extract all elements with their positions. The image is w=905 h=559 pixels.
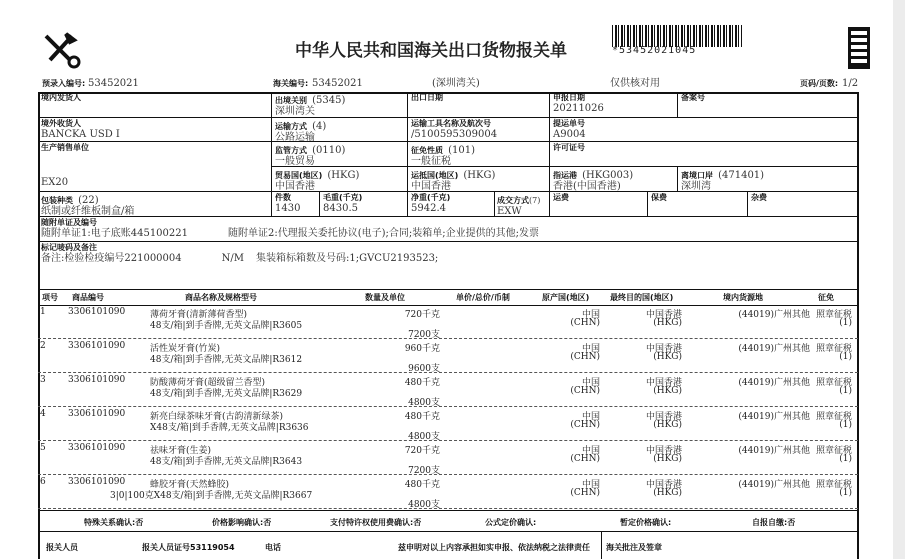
barcode	[612, 25, 742, 47]
item-origin: 中国	[581, 378, 600, 388]
item-code: 3306101090	[68, 375, 126, 385]
footer-divider	[601, 532, 602, 559]
supervision-code: (0110)	[312, 145, 346, 156]
port-code: (HKG003)	[582, 170, 634, 181]
marks: N/M	[221, 253, 244, 264]
item-name: 防酸薄荷牙膏(超级留兰香型)	[150, 378, 266, 388]
item-origin: 中国	[581, 446, 600, 456]
terms-label: 成交方式	[497, 196, 529, 205]
gross-weight: 8430.5	[323, 203, 358, 214]
transport-mode-code: (4)	[312, 121, 327, 132]
item-qty-weight: 960千克	[404, 344, 440, 354]
tax-nature: 一般征税	[411, 156, 451, 167]
bill-no-label: 提运单号	[553, 119, 585, 128]
item-name: 祛味牙膏(生姜)	[150, 446, 212, 456]
col-code: 商品编号	[72, 293, 104, 302]
attached-doc-2: 随附单证2:代理报关委托协议(电子);合同;装箱单;企业提供的其他;发票	[228, 228, 540, 239]
exit-port: 深圳湾	[681, 181, 711, 192]
item-no: 6	[40, 477, 46, 487]
item-source: (44019)广州其他	[738, 480, 810, 490]
misc-label: 杂费	[751, 193, 767, 202]
item-origin: 中国	[581, 344, 600, 354]
item-dest-code: (HKG)	[653, 352, 682, 362]
item-spec: 48支/箱|到手香牌,无英文品牌|R3629	[150, 389, 303, 399]
item-name: 新亮白绿茶味牙膏(古韵清新绿茶)	[150, 412, 284, 422]
item-origin-code: (CHN)	[570, 454, 600, 464]
item-source: (44019)广州其他	[738, 412, 810, 422]
item-qty-weight: 480千克	[404, 412, 440, 422]
item-qty-count: 7200支	[408, 466, 440, 476]
trade-country: 中国香港	[275, 181, 315, 192]
item-tax-code: (1)	[839, 454, 852, 464]
supervision-label: 监管方式	[275, 146, 307, 155]
producer-label: 生产销售单位	[41, 143, 89, 152]
col-name: 商品名称及规格型号	[185, 293, 257, 302]
phone-label: 电话	[265, 543, 281, 552]
conveyance: /5100595309004	[411, 129, 498, 140]
item-origin-code: (CHN)	[570, 420, 600, 430]
item-code: 3306101090	[68, 443, 126, 453]
item-dest: 中国香港	[645, 480, 682, 490]
declare-date-label: 申报日期	[553, 93, 585, 102]
item-dest: 中国香港	[645, 310, 682, 320]
license-label: 许可证号	[553, 143, 585, 152]
qr-code	[848, 27, 870, 69]
tax-nature-code: (101)	[448, 145, 475, 156]
dest-country-code: (HKG)	[463, 170, 496, 181]
dest-country: 中国香港	[411, 181, 451, 192]
item-code: 3306101090	[68, 307, 126, 317]
item-spec: 48支/箱|到手香牌,无英文品牌|R3643	[150, 457, 303, 467]
item-dest-code: (HKG)	[653, 420, 682, 430]
item-row	[38, 407, 858, 441]
item-source: (44019)广州其他	[738, 310, 810, 320]
item-row	[38, 373, 858, 407]
declaration-statement: 兹申明对以上内容承担如实申报、依法纳税之法律责任	[398, 543, 590, 552]
item-source: (44019)广州其他	[738, 378, 810, 388]
item-tax-code: (1)	[839, 420, 852, 430]
pre-entry-no: 53452021	[88, 78, 139, 89]
col-dest: 最终目的国(地区)	[610, 293, 674, 302]
item-row	[38, 441, 858, 475]
item-origin-code: (CHN)	[570, 352, 600, 362]
insurance-label: 保费	[651, 193, 667, 202]
formula-price-confirm: 公式定价确认:	[485, 518, 537, 527]
docs-label: 随附单证及编号	[41, 218, 97, 227]
record-no-label: 备案号	[681, 93, 705, 102]
item-spec: 48支/箱|到手香牌,无英文品牌|R3612	[150, 355, 303, 365]
customs-no-label: 海关编号:	[273, 79, 309, 88]
package-label: 包装种类	[41, 196, 73, 205]
item-code: 3306101090	[68, 477, 126, 487]
item-dest: 中国香港	[645, 412, 682, 422]
item-tax: 照章征税	[815, 446, 852, 456]
royalty-confirm: 支付特许权使用费确认:否	[330, 518, 422, 527]
conveyance-label: 运输工具名称及航次号	[411, 119, 491, 128]
item-row	[38, 475, 858, 509]
item-qty-weight: 720千克	[404, 310, 440, 320]
port-label: 指运港	[553, 171, 577, 180]
item-dest: 中国香港	[645, 378, 682, 388]
freight-label: 运费	[553, 193, 569, 202]
pre-entry-label: 预录入编号:	[42, 79, 86, 88]
item-code: 3306101090	[68, 409, 126, 419]
item-name: 蜂胶牙膏(天然蜂胶)	[150, 480, 230, 490]
port: 香港(中国香港)	[553, 181, 621, 192]
provisional-price-confirm: 暂定价格确认:	[620, 518, 672, 527]
item-tax-code: (1)	[839, 352, 852, 362]
item-name: 薄荷牙膏(清新薄荷香型)	[150, 310, 248, 320]
bill-no: A9004	[553, 129, 586, 140]
transport-mode: 公路运输	[275, 132, 315, 143]
item-origin-code: (CHN)	[570, 386, 600, 396]
container-info: 集装箱标箱数及号码:1;GVCU2193523;	[256, 253, 439, 264]
item-tax: 照章征税	[815, 344, 852, 354]
package-code: (22)	[78, 195, 99, 206]
attached-doc-1: 随附单证1:电子底账445100221	[41, 228, 188, 239]
item-qty-count: 4800支	[408, 500, 440, 510]
item-dest-code: (HKG)	[653, 488, 682, 498]
item-no: 3	[40, 375, 46, 385]
item-tax-code: (1)	[839, 318, 852, 328]
special-relation-confirm: 特殊关系确认:否	[84, 518, 144, 527]
declarant-cert: 报关人员证号53119054	[142, 543, 235, 552]
item-spec: 48支/箱|到手香牌,无英文品牌|R3605	[150, 321, 303, 331]
trade-country-label: 贸易国(地区)	[275, 171, 323, 180]
export-date-label: 出口日期	[411, 93, 443, 102]
declare-date: 20211026	[553, 103, 604, 114]
trade-country-code: (HKG)	[327, 170, 360, 181]
item-qty-weight: 480千克	[404, 378, 440, 388]
verify-note: 仅供核对用	[610, 78, 660, 89]
self-pay-confirm: 自报自缴:否	[752, 518, 796, 527]
col-price: 单价/总价/币制	[456, 293, 510, 302]
customs-office: (深圳湾关)	[432, 78, 480, 89]
item-no: 1	[40, 307, 46, 317]
package: 纸制或纤维板制盒/箱	[41, 206, 135, 217]
overseas-consignee: BANCKA USD I	[41, 129, 120, 140]
item-tax-code: (1)	[839, 386, 852, 396]
customs-note-label: 海关批注及签章	[606, 543, 662, 552]
form-title: 中华人民共和国海关出口货物报关单	[295, 41, 567, 61]
col-item-no: 项号	[42, 293, 58, 302]
item-no: 5	[40, 443, 46, 453]
item-dest-code: (HKG)	[653, 454, 682, 464]
supervision: 一般贸易	[275, 156, 315, 167]
customs-no: 53452021	[312, 78, 363, 89]
item-row	[38, 339, 858, 373]
item-qty-count: 4800支	[408, 398, 440, 408]
item-code: 3306101090	[68, 341, 126, 351]
item-tax: 照章征税	[815, 480, 852, 490]
col-qty: 数量及单位	[365, 293, 405, 302]
declarant-label: 报关人员	[46, 543, 78, 552]
customs-emblem	[40, 30, 84, 70]
col-origin: 原产国(地区)	[542, 293, 590, 302]
item-qty-weight: 480千克	[404, 480, 440, 490]
pieces-label: 件数	[275, 193, 291, 202]
overseas-consignee-label: 境外收货人	[41, 119, 81, 128]
item-no: 2	[40, 341, 46, 351]
item-spec: X48支/箱|到手香牌,无英文品牌|R3636	[150, 423, 309, 433]
barcode-text: *53452021045	[612, 45, 697, 56]
terms-code: (7)	[529, 196, 541, 205]
item-origin-code: (CHN)	[570, 318, 600, 328]
tax-nature-label: 征免性质	[411, 146, 443, 155]
net-weight-label: 净重(千克)	[411, 193, 451, 202]
item-qty-count: 9600支	[408, 364, 440, 374]
page-label: 页码/页数:	[800, 79, 839, 88]
item-source: (44019)广州其他	[738, 446, 810, 456]
item-tax-code: (1)	[839, 488, 852, 498]
item-tax: 照章征税	[815, 412, 852, 422]
terms: EXW	[497, 206, 522, 217]
transport-mode-label: 运输方式	[275, 122, 307, 131]
item-qty-count: 7200支	[408, 330, 440, 340]
confirm-row	[38, 510, 859, 532]
item-dest-code: (HKG)	[653, 386, 682, 396]
item-spec: 3|0|100克X48支/箱|到手香牌,无英文品牌|R3667	[110, 491, 313, 501]
gross-weight-label: 毛重(千克)	[323, 193, 363, 202]
item-no: 4	[40, 409, 46, 419]
exit-port-code: (471401)	[718, 170, 765, 181]
net-weight: 5942.4	[411, 203, 446, 214]
exit-port-label: 离境口岸	[681, 171, 713, 180]
col-tax: 征免	[818, 293, 834, 302]
item-qty-weight: 720千克	[404, 446, 440, 456]
item-origin: 中国	[581, 412, 600, 422]
item-row	[38, 305, 858, 339]
item-origin-code: (CHN)	[570, 488, 600, 498]
producer: EX20	[41, 177, 69, 188]
pieces: 1430	[275, 203, 301, 214]
item-dest-code: (HKG)	[653, 318, 682, 328]
item-name: 活性炭牙膏(竹炭)	[150, 344, 221, 354]
col-source: 境内货源地	[723, 293, 763, 302]
item-qty-count: 4800支	[408, 432, 440, 442]
item-source: (44019)广州其他	[738, 344, 810, 354]
item-origin: 中国	[581, 310, 600, 320]
scrollbar[interactable]	[893, 0, 905, 559]
exit-customs: 深圳湾关	[275, 106, 315, 117]
domestic-consignor-label: 境内发货人	[41, 93, 81, 102]
page-number: 1/2	[842, 78, 859, 89]
price-influence-confirm: 价格影响确认:否	[212, 518, 272, 527]
item-origin: 中国	[581, 480, 600, 490]
exit-customs-label: 出境关别	[275, 96, 307, 105]
dest-country-label: 运抵国(地区)	[411, 171, 459, 180]
item-tax: 照章征税	[815, 310, 852, 320]
remark: 备注:检验检疫编号221000004	[41, 253, 182, 264]
item-dest: 中国香港	[645, 446, 682, 456]
item-dest: 中国香港	[645, 344, 682, 354]
exit-customs-code: (5345)	[312, 95, 346, 106]
item-tax: 照章征税	[815, 378, 852, 388]
marks-label: 标记唛码及备注	[41, 243, 97, 252]
